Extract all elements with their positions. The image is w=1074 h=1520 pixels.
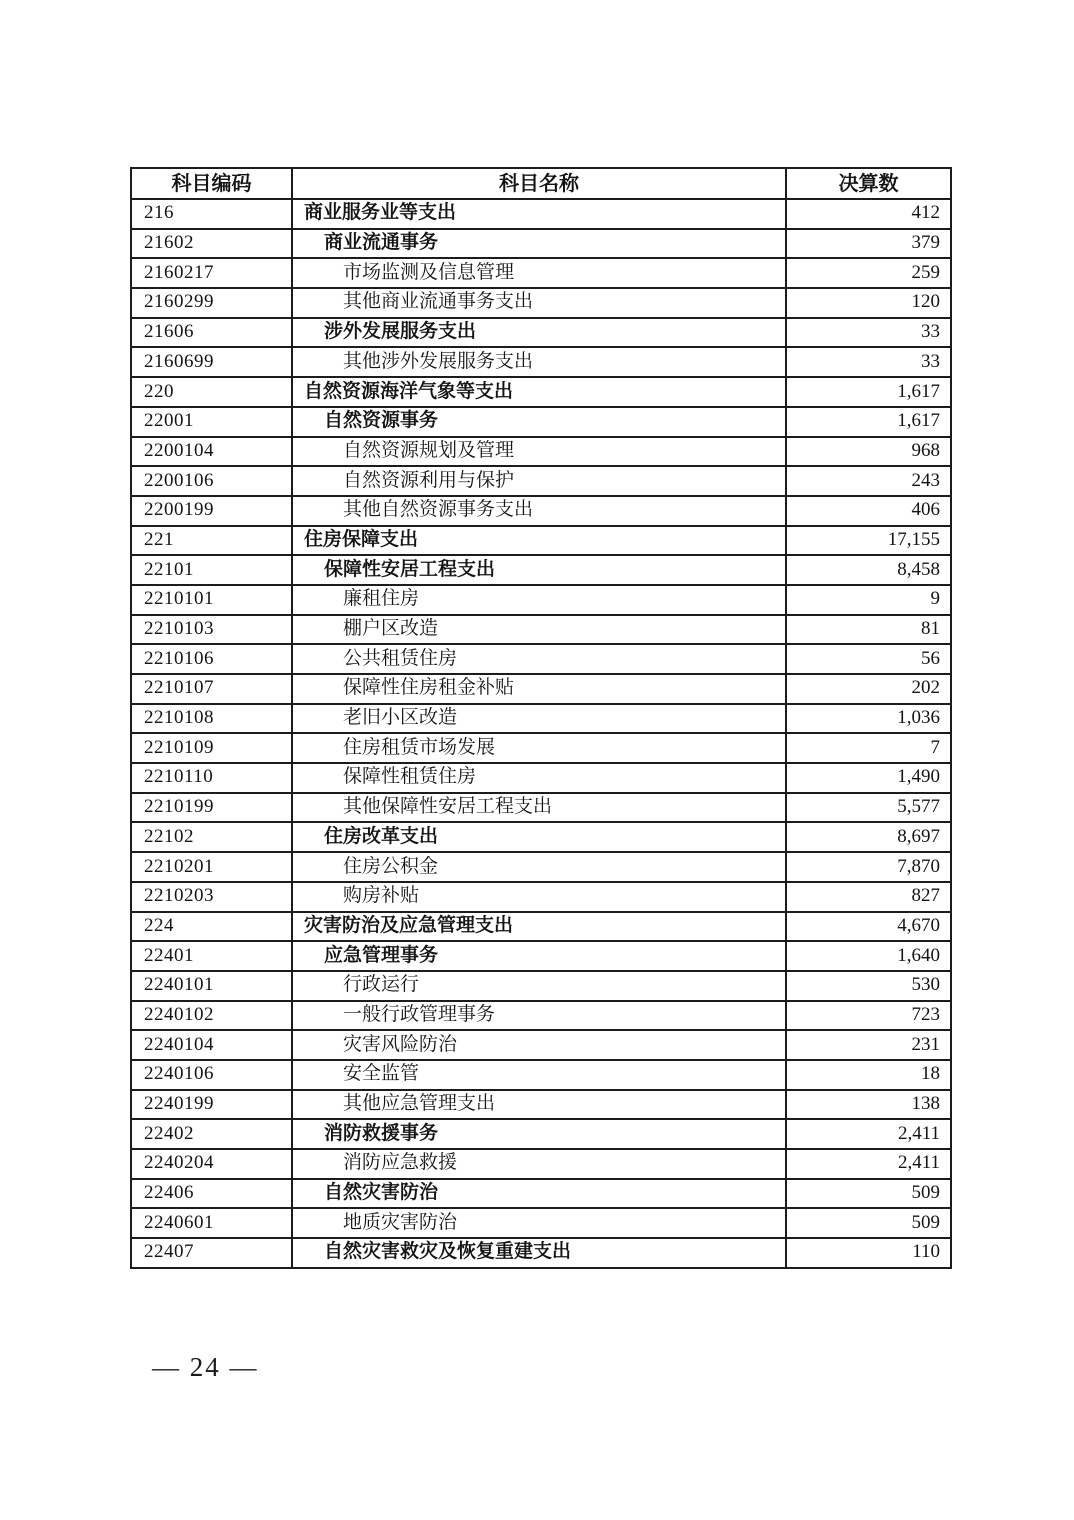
subject-code-cell: 22402 [131,1119,292,1149]
subject-code-cell: 2210203 [131,882,292,912]
final-amount-cell: 968 [786,437,951,467]
subject-name-cell: 消防应急救援 [292,1149,786,1179]
subject-name-cell: 自然灾害防治 [292,1179,786,1209]
table-row [131,1060,951,1090]
subject-code-cell: 220 [131,377,292,407]
table-row [131,1090,951,1120]
subject-code-cell: 22101 [131,555,292,585]
subject-code-cell: 2240102 [131,1001,292,1031]
table-row [131,229,951,259]
table-row [131,763,951,793]
subject-code-cell: 224 [131,912,292,942]
subject-name-cell: 其他自然资源事务支出 [292,496,786,526]
subject-name-cell: 住房改革支出 [292,822,786,852]
subject-name-cell: 安全监管 [292,1060,786,1090]
subject-name-cell: 其他涉外发展服务支出 [292,347,786,377]
final-amount-cell: 7 [786,733,951,763]
table-header-row [131,168,951,199]
final-amount-cell: 2,411 [786,1149,951,1179]
subject-code-cell: 21602 [131,229,292,259]
table-row [131,1149,951,1179]
final-amount-cell: 138 [786,1090,951,1120]
subject-name-cell: 住房租赁市场发展 [292,733,786,763]
final-amount-cell: 530 [786,971,951,1001]
subject-code-cell: 2240104 [131,1030,292,1060]
subject-name-cell: 购房补贴 [292,882,786,912]
subject-code-cell: 2160699 [131,347,292,377]
table-row [131,822,951,852]
final-amount-cell: 18 [786,1060,951,1090]
final-amount-cell: 56 [786,644,951,674]
subject-name-cell: 其他应急管理支出 [292,1090,786,1120]
subject-name-cell: 商业流通事务 [292,229,786,259]
final-amount-cell: 231 [786,1030,951,1060]
final-amount-cell: 110 [786,1238,951,1268]
table-row [131,496,951,526]
subject-name-cell: 自然资源利用与保护 [292,466,786,496]
subject-code-cell: 2210106 [131,644,292,674]
final-amount-cell: 33 [786,347,951,377]
table-row [131,852,951,882]
table-row [131,1179,951,1209]
subject-code-cell: 22407 [131,1238,292,1268]
subject-name-cell: 住房公积金 [292,852,786,882]
subject-code-cell: 2240601 [131,1208,292,1238]
final-amount-cell: 8,458 [786,555,951,585]
subject-name-cell: 公共租赁住房 [292,644,786,674]
subject-name-cell: 地质灾害防治 [292,1208,786,1238]
subject-code-cell: 2210108 [131,704,292,734]
subject-code-cell: 2210199 [131,793,292,823]
table-row [131,466,951,496]
table-row [131,1208,951,1238]
subject-code-cell: 2210101 [131,585,292,615]
final-amount-cell: 1,036 [786,704,951,734]
subject-name-cell: 自然资源规划及管理 [292,437,786,467]
table-row [131,674,951,704]
final-amount-cell: 202 [786,674,951,704]
subject-name-cell: 商业服务业等支出 [292,199,786,229]
final-amount-cell: 243 [786,466,951,496]
table-row [131,258,951,288]
table-row [131,585,951,615]
subject-code-cell: 2160299 [131,288,292,318]
final-amount-cell: 9 [786,585,951,615]
final-amount-cell: 406 [786,496,951,526]
table-row [131,793,951,823]
subject-name-cell: 保障性安居工程支出 [292,555,786,585]
table-row [131,733,951,763]
subject-name-cell: 廉租住房 [292,585,786,615]
table-row [131,1001,951,1031]
subject-code-cell: 22001 [131,407,292,437]
subject-code-cell: 2210201 [131,852,292,882]
subject-code-cell: 2240204 [131,1149,292,1179]
final-amount-cell: 509 [786,1179,951,1209]
subject-name-cell: 一般行政管理事务 [292,1001,786,1031]
final-amount-cell: 17,155 [786,526,951,556]
subject-name-cell: 其他商业流通事务支出 [292,288,786,318]
subject-name-cell: 涉外发展服务支出 [292,318,786,348]
column-header-final-amount: 决算数 [786,168,951,199]
subject-code-cell: 2240106 [131,1060,292,1090]
table-row [131,941,951,971]
final-amount-cell: 81 [786,615,951,645]
final-amount-cell: 2,411 [786,1119,951,1149]
final-amount-cell: 379 [786,229,951,259]
subject-name-cell: 棚户区改造 [292,615,786,645]
final-amount-cell: 827 [786,882,951,912]
final-amount-cell: 1,640 [786,941,951,971]
page-number: — 24 — [152,1352,259,1382]
subject-code-cell: 22406 [131,1179,292,1209]
subject-name-cell: 消防救援事务 [292,1119,786,1149]
table-row [131,526,951,556]
subject-name-cell: 自然资源海洋气象等支出 [292,377,786,407]
subject-name-cell: 自然灾害救灾及恢复重建支出 [292,1238,786,1268]
final-amount-cell: 259 [786,258,951,288]
table-row [131,555,951,585]
final-amount-cell: 1,490 [786,763,951,793]
subject-name-cell: 保障性租赁住房 [292,763,786,793]
column-header-subject-code: 科目编码 [131,168,292,199]
subject-name-cell: 应急管理事务 [292,941,786,971]
final-amount-cell: 8,697 [786,822,951,852]
final-amount-cell: 509 [786,1208,951,1238]
subject-code-cell: 22401 [131,941,292,971]
subject-name-cell: 其他保障性安居工程支出 [292,793,786,823]
subject-name-cell: 灾害风险防治 [292,1030,786,1060]
subject-name-cell: 行政运行 [292,971,786,1001]
final-amount-cell: 120 [786,288,951,318]
subject-code-cell: 21606 [131,318,292,348]
subject-code-cell: 2210110 [131,763,292,793]
table-row [131,615,951,645]
final-amount-cell: 5,577 [786,793,951,823]
table-row [131,407,951,437]
final-amount-cell: 412 [786,199,951,229]
subject-code-cell: 2210107 [131,674,292,704]
subject-code-cell: 2240101 [131,971,292,1001]
subject-name-cell: 保障性住房租金补贴 [292,674,786,704]
subject-code-cell: 2160217 [131,258,292,288]
final-amount-cell: 33 [786,318,951,348]
subject-name-cell: 自然资源事务 [292,407,786,437]
table-row [131,288,951,318]
table-row [131,1238,951,1268]
table-row [131,644,951,674]
table-row [131,318,951,348]
subject-code-cell: 2200104 [131,437,292,467]
table-row [131,971,951,1001]
subject-code-cell: 2200106 [131,466,292,496]
table-row [131,377,951,407]
final-amount-cell: 1,617 [786,377,951,407]
subject-name-cell: 住房保障支出 [292,526,786,556]
final-amount-cell: 4,670 [786,912,951,942]
subject-code-cell: 2210109 [131,733,292,763]
table-row [131,1030,951,1060]
final-amount-cell: 1,617 [786,407,951,437]
subject-code-cell: 2240199 [131,1090,292,1120]
subject-code-cell: 22102 [131,822,292,852]
column-header-subject-name: 科目名称 [292,168,786,199]
table-row [131,199,951,229]
subject-code-cell: 2200199 [131,496,292,526]
subject-name-cell: 灾害防治及应急管理支出 [292,912,786,942]
table-row [131,437,951,467]
final-amount-cell: 7,870 [786,852,951,882]
subject-name-cell: 市场监测及信息管理 [292,258,786,288]
table-row [131,882,951,912]
table-row [131,347,951,377]
table-row [131,912,951,942]
final-amount-cell: 723 [786,1001,951,1031]
subject-code-cell: 216 [131,199,292,229]
subject-code-cell: 221 [131,526,292,556]
budget-table [130,167,952,1269]
subject-name-cell: 老旧小区改造 [292,704,786,734]
table-row [131,704,951,734]
table-row [131,1119,951,1149]
subject-code-cell: 2210103 [131,615,292,645]
